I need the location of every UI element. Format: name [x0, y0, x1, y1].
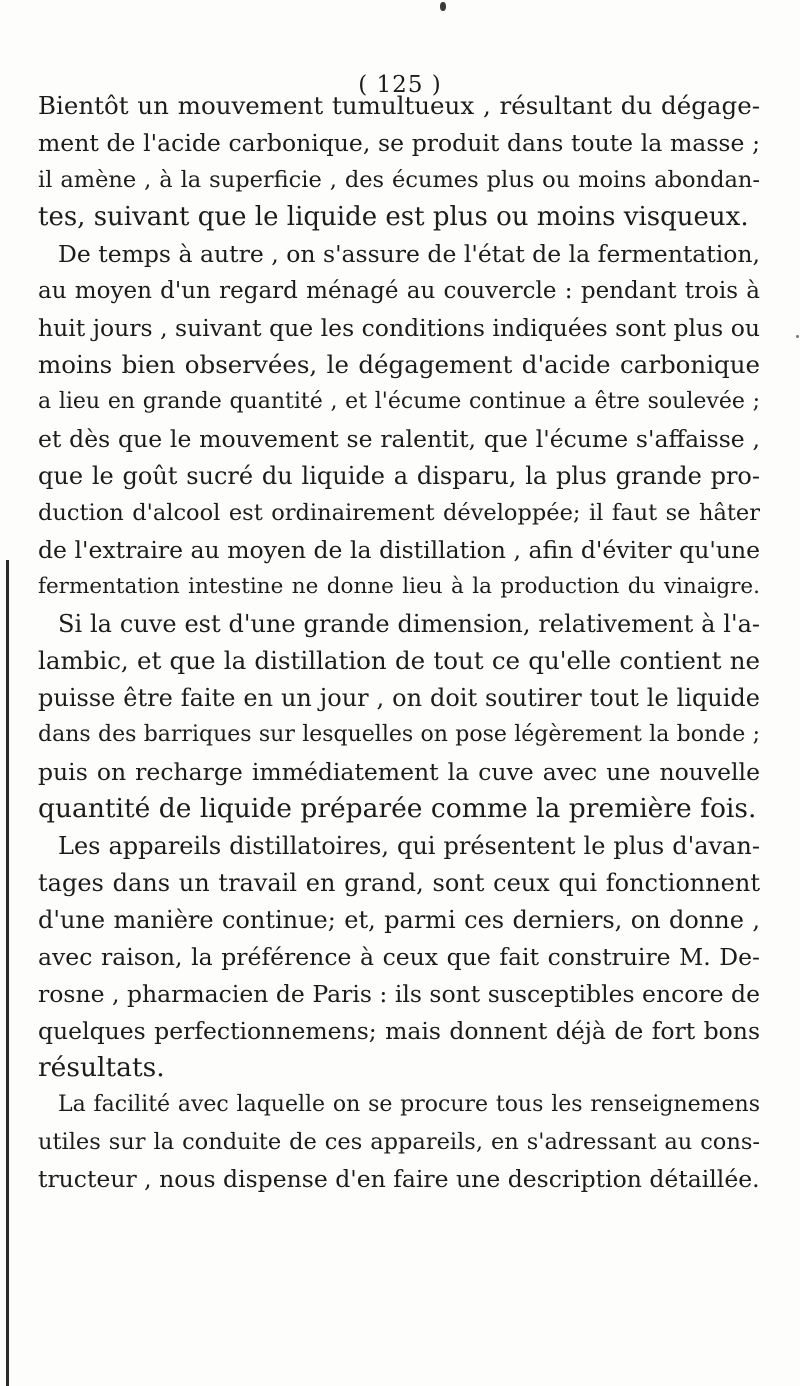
text-line: De temps à autre , on s'assure de l'état de la fermentation, — [58, 240, 760, 268]
text-line: Si la cuve est d'une grande dimension, relativement à l'a- — [58, 610, 760, 638]
text-line: de l'extraire au moyen de la distillation , afin d'éviter qu'une — [38, 536, 760, 564]
text-line: huit jours , suivant que les conditions indiquées sont plus ou — [38, 314, 760, 342]
text-line: résultats. — [38, 1052, 165, 1083]
text-line: lambic, et que la distillation de tout ce qu'elle contient ne — [38, 646, 760, 675]
text-line: moins bien observées, le dégagement d'acide carbonique — [38, 350, 760, 379]
text-line: avec raison, la préférence à ceux que fait construire M. De- — [38, 943, 760, 971]
text-line: au moyen d'un regard ménagé au couvercle : pendant trois à — [38, 278, 760, 304]
text-line: puis on recharge immédiatement la cuve avec une nouvelle — [38, 758, 760, 786]
text-line: rosne , pharmacien de Paris : ils sont susceptibles encore de — [38, 980, 760, 1008]
text-line: que le goût sucré du liquide a disparu, la plus grande pro- — [38, 462, 760, 490]
page-number: ( 125 ) — [358, 72, 442, 98]
text-line: quantité de liquide préparée comme la première fois. — [38, 793, 757, 824]
ink-dot-mark — [440, 2, 446, 11]
text-line: puisse être faite en un jour , on doit soutirer tout le liquide — [38, 684, 760, 712]
text-line: utiles sur la conduite de ces appareils, en s'adressant au cons- — [38, 1129, 760, 1155]
page-edge-rule — [6, 560, 9, 1386]
text-line: dans des barriques sur lesquelles on pose légèrement la bonde ; — [38, 722, 760, 747]
text-line: ment de l'acide carbonique, se produit dans toute la masse ; — [38, 129, 760, 157]
text-line: quelques perfectionnemens; mais donnent déjà de fort bons — [38, 1017, 760, 1045]
text-line: Les appareils distillatoires, qui présentent le plus d'avan- — [58, 832, 760, 860]
text-line: tructeur , nous dispense d'en faire une description détaillée. — [38, 1165, 760, 1193]
text-line: tes, suivant que le liquide est plus ou moins visqueux. — [38, 202, 749, 232]
text-line: Bientôt un mouvement tumultueux , résultant du dégage- — [38, 91, 760, 120]
text-line: a lieu en grande quantité , et l'écume continue a être soulevée ; — [38, 389, 760, 414]
text-line: tages dans un travail en grand, sont ceux qui fonctionnent — [38, 869, 760, 897]
text-line: fermentation intestine ne donne lieu à la production du vinaigre. — [38, 574, 760, 599]
text-line: La facilité avec laquelle on se procure tous les renseignemens — [58, 1092, 760, 1117]
text-line: d'une manière continue; et, parmi ces derniers, on donne , — [38, 906, 760, 934]
ink-speck — [796, 335, 799, 338]
text-line: et dès que le mouvement se ralentit, que l'écume s'affaisse , — [38, 425, 760, 453]
text-line: il amène , à la superficie , des écumes plus ou moins abondan- — [38, 167, 760, 193]
text-line: duction d'alcool est ordinairement développée; il faut se hâter — [38, 500, 760, 526]
